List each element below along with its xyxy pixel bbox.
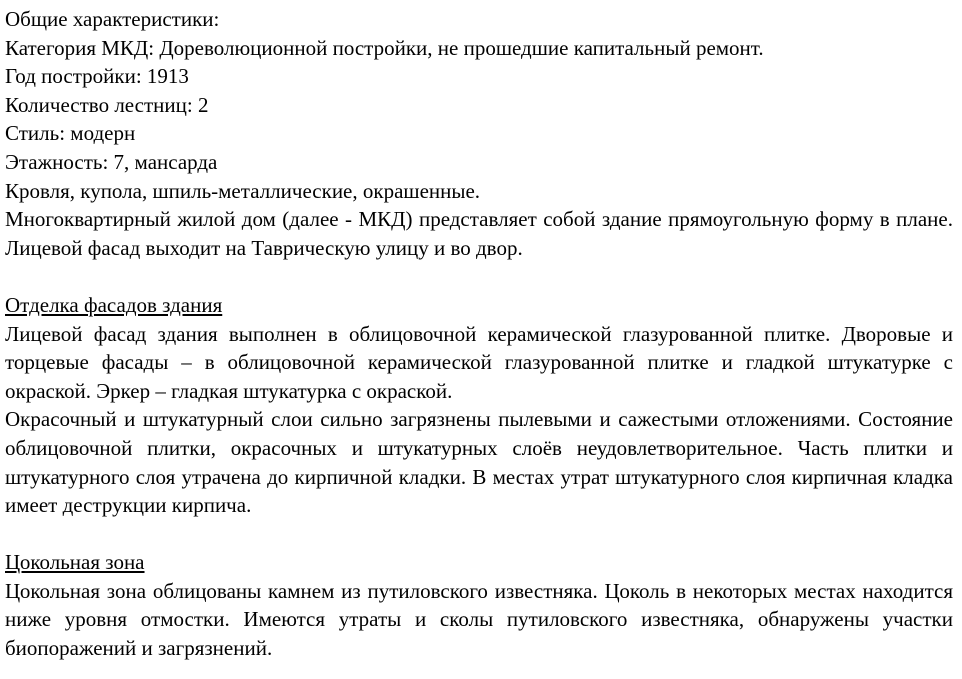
style-line: Стиль: модерн xyxy=(5,121,136,146)
plinth-heading: Цокольная зона xyxy=(5,550,145,575)
stairs-line: Количество лестниц: 2 xyxy=(5,92,209,117)
year-line: Год постройки: 1913 xyxy=(5,64,189,89)
general-section xyxy=(5,5,953,262)
building-description: Многоквартирный жилой дом (далее - МКД) представляет собой здание прямоугольную форму в плане. Лицевой фасад выходит на Таврическую улицу и во двор. xyxy=(5,207,953,260)
spacer xyxy=(5,262,953,291)
spacer xyxy=(5,520,953,549)
roof-line: Кровля, купола, шпиль-металлические, окрашенные. xyxy=(5,178,481,203)
facades-paragraph-1: Лицевой фасад здания выполнен в облицовочной керамической глазурованной плитке. Дворовые и торцевые фасады – в облицовочной керамической глазурованной плитке и гладкой штукатурке с окраской. Эркер – гладкая штукатурка с окраской. xyxy=(5,321,953,403)
general-heading: Общие характеристики: xyxy=(5,7,220,31)
category-line: Категория МКД: Дореволюционной постройки, не прошедшие капитальный ремонт. xyxy=(5,35,764,60)
document-body xyxy=(5,5,953,663)
floors-line: Этажность: 7, мансарда xyxy=(5,149,218,174)
plinth-section xyxy=(5,548,953,662)
facades-heading: Отделка фасадов здания xyxy=(5,292,223,317)
plinth-paragraph: Цокольная зона облицованы камнем из путиловского известняка. Цоколь в некоторых местах находится ниже уровня отмостки. Имеются утраты и сколы путиловского известняка, обнаружены участки биопоражений и загрязнений. xyxy=(5,578,953,661)
facades-section xyxy=(5,291,953,520)
facades-paragraph-2: Окрасочный и штукатурный слои сильно загрязнены пылевыми и сажестыми отложениями. Состояние облицовочной плитки, окрасочных и штукатурных слоёв неудовлетворительное. Часть плитки и штукатурного слоя утрачена до кирпичной кладки. В местах утрат штукатурного слоя кирпичная кладка имеет деструкции кирпича. xyxy=(5,407,953,518)
